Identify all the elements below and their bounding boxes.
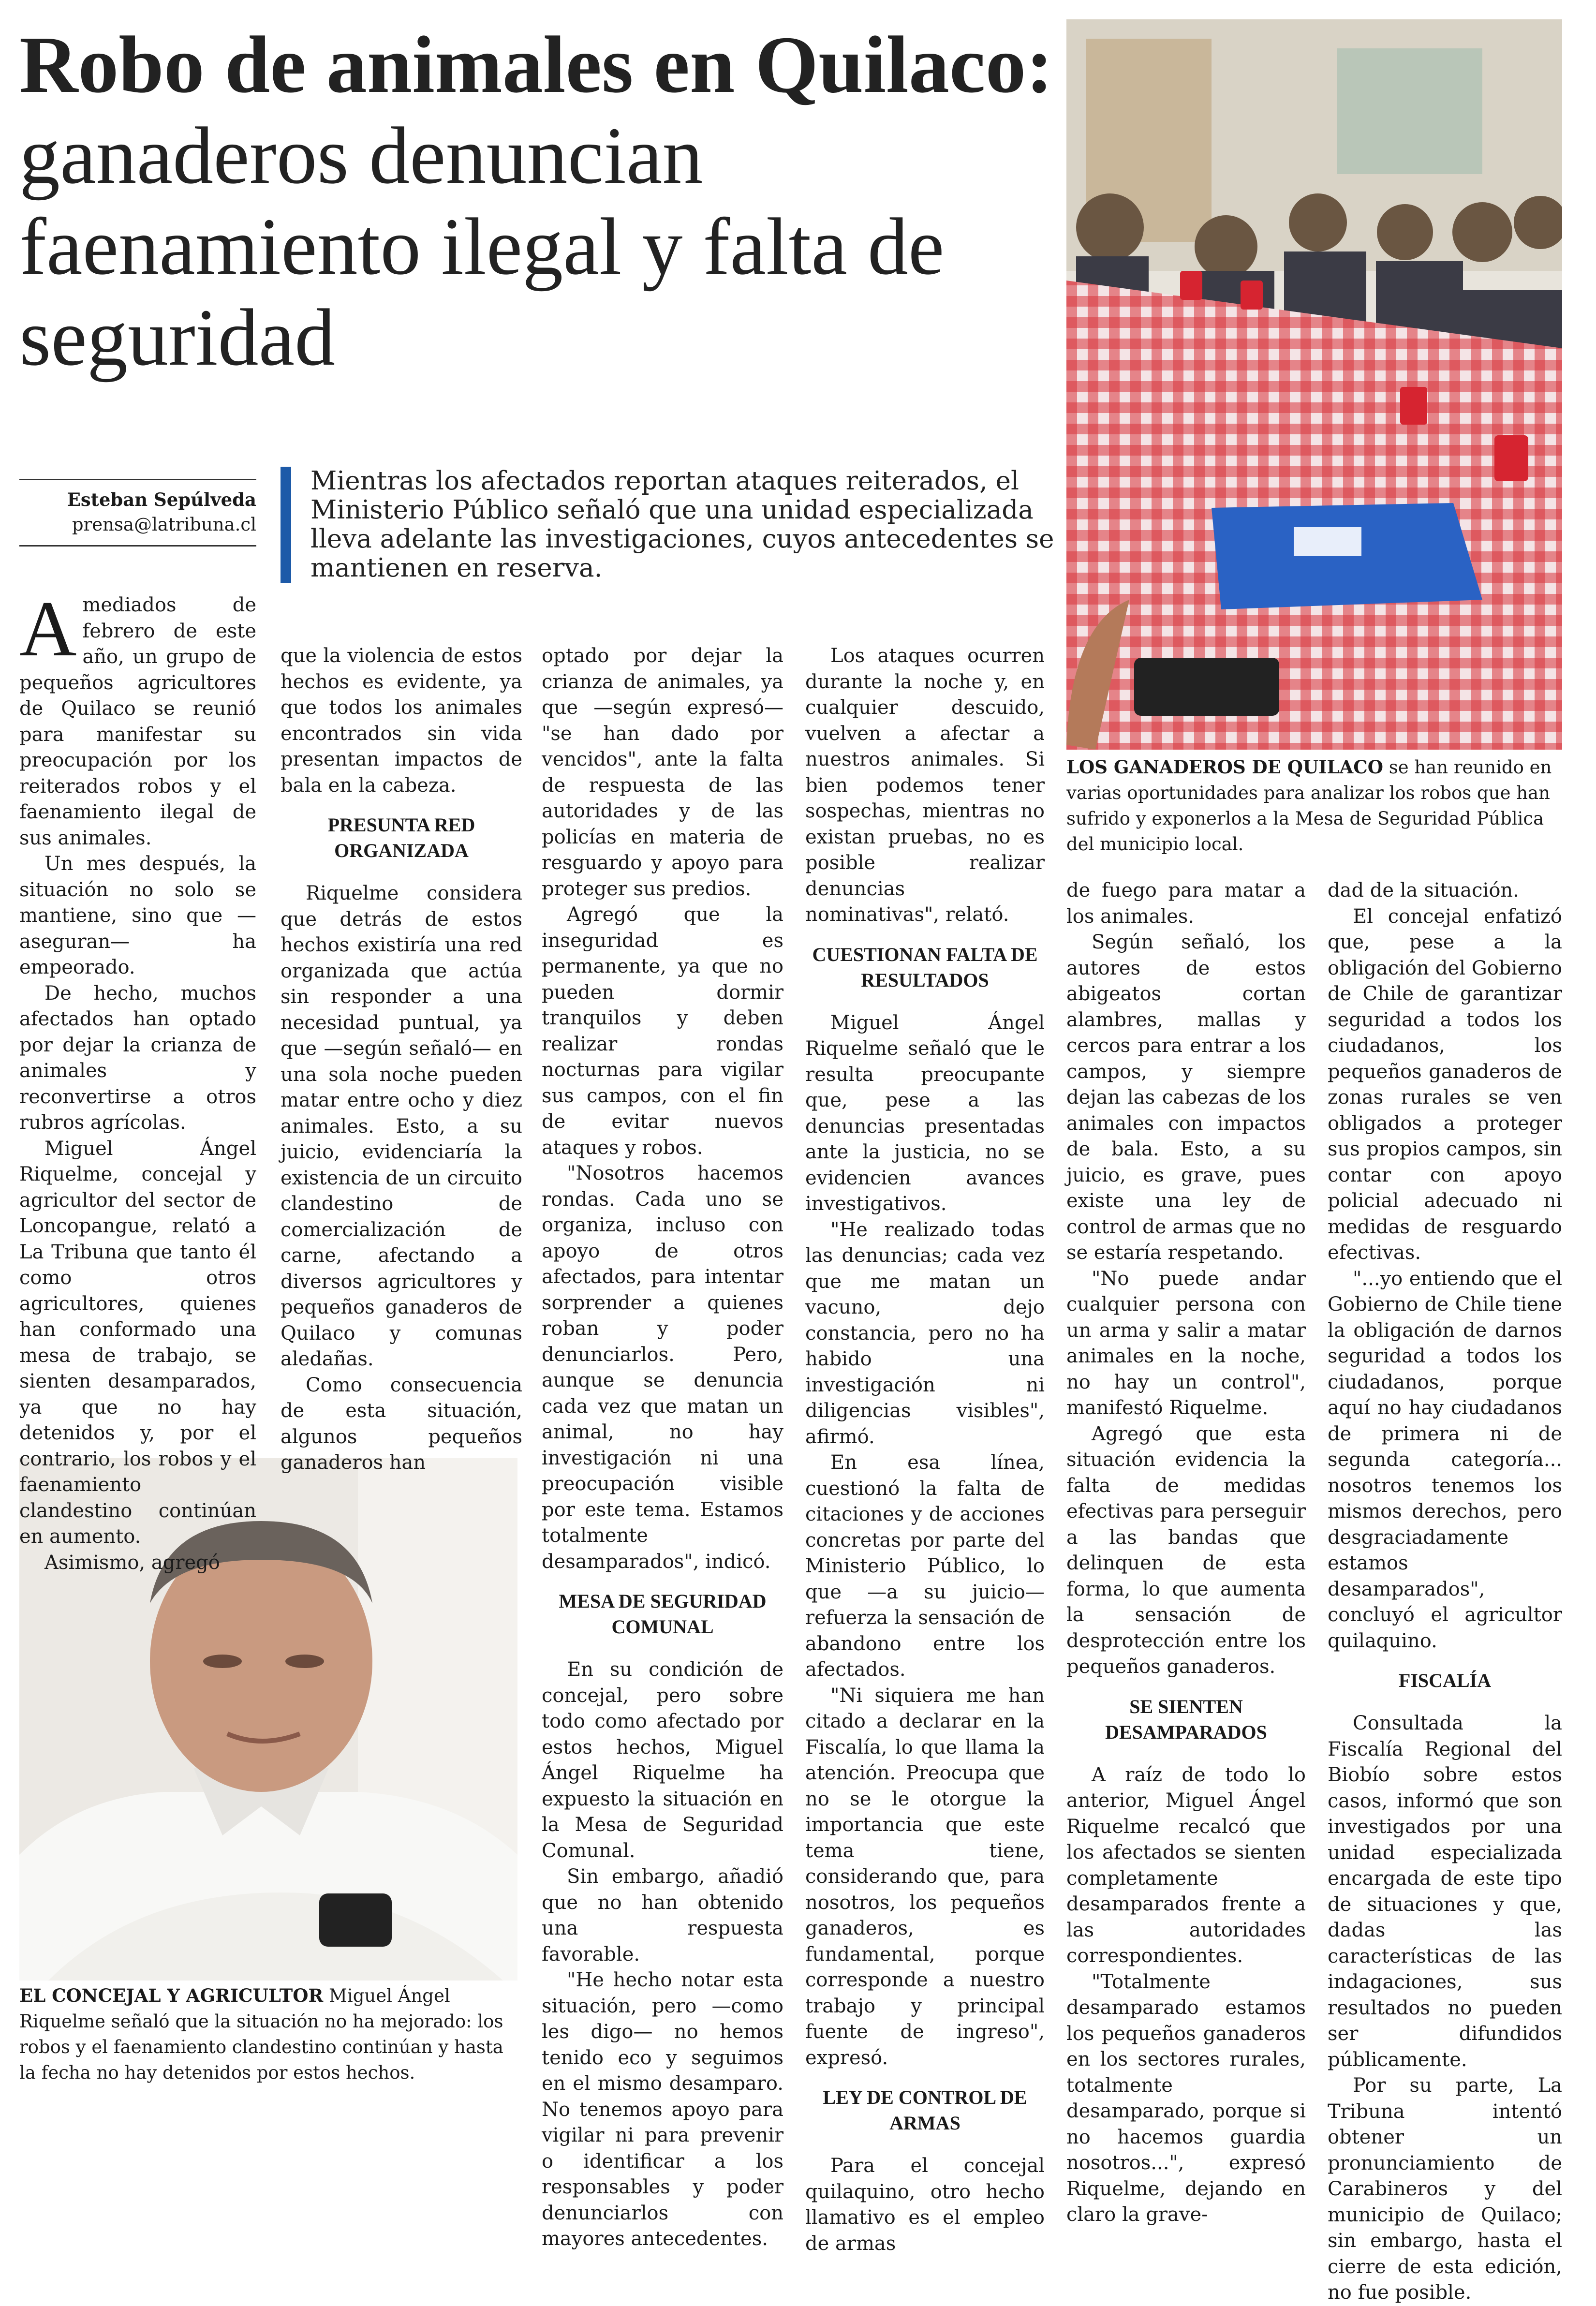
paragraph: dad de la situación. [1328, 879, 1519, 902]
paragraph: En esa línea, cuestionó la falta de citaciones y de acciones concretas por parte del Ministerio Público, lo que —a su juicio— refuerza la sensación de abandono entre los afectados. [805, 1451, 1045, 1681]
byline [19, 479, 256, 547]
paragraph: Como consecuencia de esta situación, algunos pequeños ganaderos han [281, 1374, 522, 1474]
meeting-caption-text: se han reunido en varias oportunidades para analizar los robos que han sufrido y exponerlos a la Mesa de Seguridad Pública del municipio local. [1066, 757, 1552, 855]
paragraph: Por su parte, La Tribuna intentó obtener un pronunciamiento de Carabineros y del municipio de Quilaco; sin embargo, hasta el cierre de esta edición, no fue posible. [1328, 2074, 1562, 2304]
headline-part2: ganaderos denuncian faenamiento ilegal y falta de seguridad [19, 111, 945, 383]
paragraph: Los ataques ocurren durante la noche y, en cualquier descuido, vuelven a afectar a nuestros animales. Si bien podemos tener sospechas, mientras no existan pruebas, no es posible realizar denuncias nominativas", relató. [805, 645, 1045, 926]
article-column-6 [1328, 878, 1562, 2306]
paragraph: "Nosotros hacemos rondas. Cada uno se organiza, incluso con apoyo de otros afectados, para intentar sorprender a quienes roban y poder denunciarlos. Pero, aunque se denuncia cada vez que matan un animal, no hay investigación ni una preocupación visible por este tema. Estamos totalmente desamparados", indicó. [542, 1162, 783, 1573]
headline-part1: Robo de animales en Quilaco: [19, 20, 1053, 110]
paragraph: "He hecho notar esta situación, pero —como les digo— no hemos tenido eco y seguimos en el mismo desamparo. No tenemos apoyo para vigilar ni para prevenir o identificar a los responsables y poder denunciarlos con mayores antecedentes. [542, 1969, 783, 2250]
paragraph: Un mes después, la situación no solo se mantiene, sino que —aseguran— ha empeorado. [19, 853, 256, 978]
section-heading: SE SIENTEN DESAMPARADOS [1105, 1695, 1267, 1743]
drop-cap: A [19, 585, 77, 673]
paragraph: Riquelme considera que detrás de estos hechos existiría una red organizada que actúa sin responder a una necesidad puntual, ya que —según señaló— en una sola noche pueden matar entre ocho y diez animales. Esto, a su juicio, evidenciaría la existencia de un circuito clandestino de comercialización de carne, afectando a diversos agricultores y pequeños ganaderos de Quilaco y comunas aledañas. [281, 882, 522, 1370]
paragraph: Consultada la Fiscalía Regional del Biobío sobre estos casos, informó que son investigados por una unidad especializada encargada de este tipo de situaciones y que, dadas las características de las indagaciones, sus resultados no pueden ser difundidos públicamente. [1328, 1712, 1562, 2071]
paragraph: Miguel Ángel Riquelme, concejal y agricultor del sector de Loncopangue, relató a La Tribuna que tanto él como otros agricultores, quienes han conformado una mesa de trabajo, se sienten desamparados, ya que no hay detenidos y, por el contrario, los robos y el faenamiento clandestino continúan en aumento. [19, 1137, 256, 1548]
paragraph: "Ni siquiera me han citado a declarar en la Fiscalía, lo que llama la atención. Preocupa que no se le otorgue la importancia que este tema tiene, considerando que, para nosotros, los pequeños ganaderos, es fundamental, porque corresponde a nuestro trabajo y principal fuente de ingreso", expresó. [805, 1684, 1045, 2069]
paragraph: De hecho, muchos afectados han optado por dejar la crianza de animales y reconvertirse a otros rubros agrícolas. [19, 982, 256, 1134]
author-name: Esteban Sepúlveda [67, 489, 256, 510]
portrait-caption-lead: EL CONCEJAL Y AGRICULTOR [19, 1985, 324, 2006]
meeting-photo-illustration [1066, 19, 1562, 750]
paragraph: Para el concejal quilaquino, otro hecho llamativo es el empleo de armas [805, 2155, 1045, 2255]
section-heading: LEY DE CONTROL DE ARMAS [823, 2086, 1027, 2134]
meeting-photo [1066, 19, 1562, 750]
author-email[interactable]: prensa@latribuna.cl [72, 514, 256, 535]
article-column-1 [19, 585, 256, 1576]
meeting-caption-lead: LOS GANADEROS DE QUILACO [1066, 756, 1383, 778]
deck: Mientras los afectados reportan ataques reiterados, el Ministerio Público señaló que una unidad especializada lleva adelante las investigaciones, cuyos antecedentes se mantienen en reserva. [281, 467, 1075, 583]
section-heading: CUESTIONAN FALTA DE RESULTADOS [812, 943, 1038, 991]
paragraph: "He realizado todas las denuncias; cada vez que me matan un vacuno, dejo constancia, pero no ha habido una investigación ni diligencias visibles", afirmó. [805, 1218, 1045, 1448]
paragraph: optado por dejar la crianza de animales, ya que —según expresó— "se han dado por vencidos", ante la falta de respuesta de las autoridades y de las policías en materia de resguardo y apoyo para proteger sus predios. [542, 645, 783, 900]
paragraph: Según señaló, los autores de estos abigeatos cortan alambres, mallas y cercos para entrar a los campos, y siempre dejan las cabezas de los animales con impactos de bala. Esto, a su juicio, es grave, pues existe una ley de control de armas que no se estaría respetando. [1066, 931, 1306, 1264]
meeting-photo-caption [1066, 754, 1562, 857]
paragraph: mediados de febrero de este año, un grupo de pequeños agricultores de Quilaco se reunió para manifestar su preocupación por los reiterados robos y el faenamiento ilegal de sus animales. [19, 594, 256, 849]
paragraph: Agregó que esta situación evidencia la falta de medidas efectivas para perseguir a las bandas que delinquen de esta forma, lo que aumenta la sensación de desprotección entre los pequeños ganaderos. [1066, 1422, 1306, 1678]
paragraph: Miguel Ángel Riquelme señaló que le resulta preocupante que, pese a las denuncias presentadas ante la justicia, no se evidencien avances investigativos. [805, 1011, 1045, 1215]
paragraph: El concejal enfatizó que, pese a la obligación del Gobierno de Chile de garantizar seguridad a todos los ciudadanos, los pequeños ganaderos de zonas rurales se ven obligados a proteger sus propios campos, sin contar con apoyo policial adecuado ni medidas de resguardo efectivas. [1328, 905, 1562, 1264]
article-column-3 [542, 643, 783, 2252]
headline [19, 19, 1054, 383]
paragraph: En su condición de concejal, pero sobre todo como afectado por estos hechos, Miguel Ángel Riquelme ha expuesto la situación en la Mesa de Seguridad Comunal. [542, 1658, 783, 1862]
section-heading: FISCALÍA [1398, 1670, 1492, 1691]
section-heading: MESA DE SEGURIDAD COMUNAL [559, 1590, 767, 1638]
article-column-4 [805, 643, 1045, 2257]
paragraph: A raíz de todo lo anterior, Miguel Ángel Riquelme recalcó que los afectados se sienten completamente desamparados frente a las autoridades correspondientes. [1066, 1763, 1306, 1967]
paragraph: Asimismo, agregó [44, 1551, 220, 1574]
portrait-caption-text: Miguel Ángel Riquelme señaló que la situación no ha mejorado: los robos y el faenamiento clandestino continúan y hasta la fecha no hay detenidos por estos hechos. [19, 1985, 503, 2083]
article-column-5 [1066, 878, 1306, 2228]
paragraph: "...yo entiendo que el Gobierno de Chile tiene la obligación de darnos seguridad a todos los ciudadanos, porque aquí no hay ciudadanos de primera ni de segunda categoría... nosotros tenemos los mismos derechos, pero desgraciadamente estamos desamparados", concluyó el agricultor quilaquino. [1328, 1267, 1562, 1652]
paragraph: "No puede andar cualquier persona con un arma y salir a matar animales en la noche, no hay un control", manifestó Riquelme. [1066, 1267, 1306, 1419]
portrait-photo-caption [19, 1983, 522, 2085]
paragraph: Agregó que la inseguridad es permanente, ya que no pueden dormir tranquilos y deben realizar rondas nocturnas para vigilar sus campos, con el fin de evitar nuevos ataques y robos. [542, 903, 783, 1159]
paragraph: Sin embargo, añadió que no han obtenido una respuesta favorable. [542, 1865, 783, 1966]
section-heading: PRESUNTA RED ORGANIZADA [327, 814, 475, 861]
paragraph: de fuego para matar a los animales. [1066, 879, 1306, 928]
paragraph: que la violencia de estos hechos es evidente, ya que todos los animales encontrados sin vida presentan impactos de bala en la cabeza. [281, 645, 522, 797]
paragraph: "Totalmente desamparado estamos los pequeños ganaderos en los sectores rurales, totalmente desamparado, porque si no hacemos guardia nosotros...", expresó Riquelme, dejando en claro la grave- [1066, 1970, 1306, 2226]
article-column-2 [281, 643, 522, 1476]
